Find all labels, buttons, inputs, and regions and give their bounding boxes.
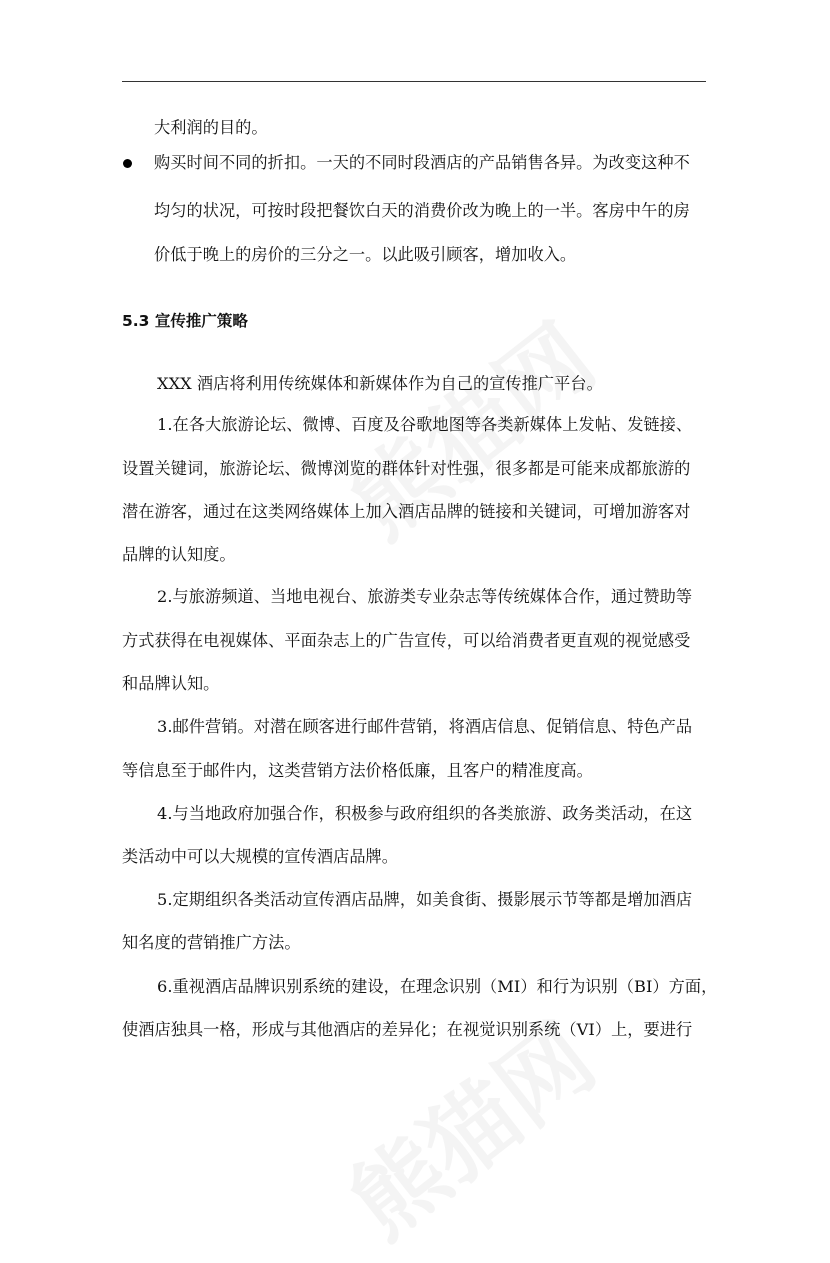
item-2-line: 方式获得在电视媒体、平面杂志上的广告宣传，可以给消费者更直观的视觉感受 [122, 631, 691, 650]
item-6-line: 6.重视酒店品牌识别系统的建设，在理念识别（MI）和行为识别（BI）方面， [157, 977, 718, 996]
item-3-line: 等信息至于邮件内，这类营销方法价格低廉，且客户的精准度高。 [122, 761, 593, 780]
intro-paragraph: XXX 酒店将利用传统媒体和新媒体作为自己的宣传推广平台。 [157, 374, 603, 393]
item-5-line: 5.定期组织各类活动宣传酒店品牌，如美食街、摄影展示节等都是增加酒店 [157, 890, 693, 909]
bullet-line: 价低于晚上的房价的三分之一。以此吸引顾客，增加收入。 [154, 245, 577, 264]
item-1-line: 1.在各大旅游论坛、微博、百度及谷歌地图等各类新媒体上发帖、发链接、 [157, 415, 693, 434]
item-2-line: 和品牌认知。 [122, 674, 220, 693]
item-5-line: 知名度的营销推广方法。 [122, 933, 301, 952]
item-6-line: 使酒店独具一格，形成与其他酒店的差异化；在视觉识别系统（VI）上，要进行 [122, 1020, 693, 1039]
item-4-line: 类活动中可以大规模的宣传酒店品牌。 [122, 847, 399, 866]
item-4-line: 4.与当地政府加强合作，积极参与政府组织的各类旅游、政务类活动，在这 [157, 804, 693, 823]
continuation-text: 大利润的目的。 [154, 118, 268, 137]
section-heading: 5.3 宣传推广策略 [122, 312, 248, 330]
item-1-line: 设置关键词，旅游论坛、微博浏览的群体针对性强，很多都是可能来成都旅游的 [122, 459, 691, 478]
bullet-line: 购买时间不同的折扣。一天的不同时段酒店的产品销售各异。为改变这种不 [154, 153, 690, 172]
item-1-line: 潜在游客，通过在这类网络媒体上加入酒店品牌的链接和关键词，可增加游客对 [122, 502, 691, 521]
header-rule [122, 81, 706, 82]
item-3-line: 3.邮件营销。对潜在顾客进行邮件营销，将酒店信息、促销信息、特色产品 [157, 717, 693, 736]
item-2-line: 2.与旅游频道、当地电视台、旅游类专业杂志等传统媒体合作，通过赞助等 [157, 587, 693, 606]
bullet-icon [123, 159, 132, 168]
item-1-line: 品牌的认知度。 [122, 545, 236, 564]
bullet-line: 均匀的状况，可按时段把餐饮白天的消费价改为晚上的一半。客房中午的房 [154, 201, 690, 220]
